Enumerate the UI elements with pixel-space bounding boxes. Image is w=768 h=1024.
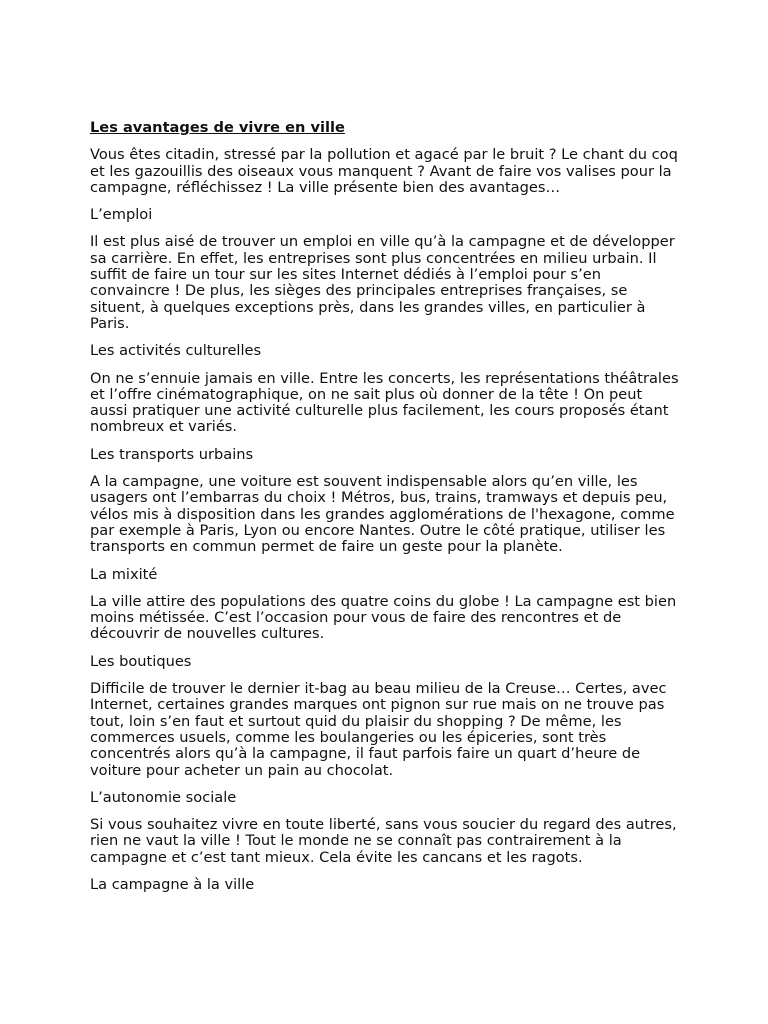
paragraph-emploi: Il est plus aisé de trouver un emploi en ville qu’à la campagne et de développer sa carrière. En effet, les entreprises sont plus concentrées en milieu urbain. Il suffit de faire un tour sur les sites Internet dédiés à l’emploi pour s’en convaincre ! De plus, les sièges des principales entreprises françaises, se situent, à quelques exceptions près, dans les grandes villes, en particulier à Paris. — [90, 233, 675, 332]
section-heading-transports-urbains: Les transports urbains — [90, 445, 254, 463]
document-title: Les avantages de vivre en ville — [90, 119, 345, 136]
paragraph-boutiques: Difficile de trouver le dernier it-bag au beau milieu de la Creuse… Certes, avec Internet, certaines grandes marques ont pignon sur rue mais on ne trouve pas tout, loin s’en faut et surtout quid du plaisir du shopping ? De même, les commerces usuels, comme les boulangeries ou les épiceries, sont très concentrés alors qu’à la campagne, il faut parfois faire un quart d’heure de voiture pour acheter un pain au chocolat. — [90, 680, 667, 779]
paragraph-activites-culturelles: On ne s’ennuie jamais en ville. Entre les concerts, les représentations théâtrales et l’offre cinématographique, on ne sait plus où donner de la tête ! On peut aussi pratiquer une activité culturelle plus facilement, les cours proposés étant nombreux et variés. — [90, 369, 679, 436]
section-heading-campagne-a-la-ville: La campagne à la ville — [90, 875, 255, 893]
document-page — [90, 120, 680, 904]
section-heading-activites-culturelles: Les activités culturelles — [90, 342, 262, 360]
paragraph-transports-urbains: A la campagne, une voiture est souvent indispensable alors qu’en ville, les usagers ont l’embarras du choix ! Métros, bus, trains, tramways et depuis peu, vélos mis à disposition dans les grandes agglomérations de l'hexagone, comme par exemple à Paris, Lyon ou encore Nantes. Outre le côté pratique, utiliser les transports en commun permet de faire un geste pour la planète. — [90, 473, 675, 556]
section-heading-boutiques: Les boutiques — [90, 652, 192, 670]
section-heading-emploi: L’emploi — [90, 206, 153, 224]
intro-paragraph: Vous êtes citadin, stressé par la pollution et agacé par le bruit ? Le chant du coq et les gazouillis des oiseaux vous manquent ? Avant de faire vos valises pour la campagne, réfléchissez ! La ville présente bien des avantages… — [90, 146, 678, 196]
paragraph-mixite: La ville attire des populations des quatre coins du globe ! La campagne est bien moins métissée. C’est l’occasion pour vous de faire des rencontres et de découvrir de nouvelles cultures. — [90, 592, 677, 643]
section-heading-autonomie-sociale: L’autonomie sociale — [90, 788, 237, 806]
section-heading-mixite: La mixité — [90, 565, 158, 583]
paragraph-autonomie-sociale: Si vous souhaitez vivre en toute liberté, sans vous soucier du regard des autres, rien ne vaut la ville ! Tout le monde ne se connaît pas contrairement à la campagne et c’est tant mieux. Cela évite les cancans et les ragots. — [90, 816, 677, 866]
